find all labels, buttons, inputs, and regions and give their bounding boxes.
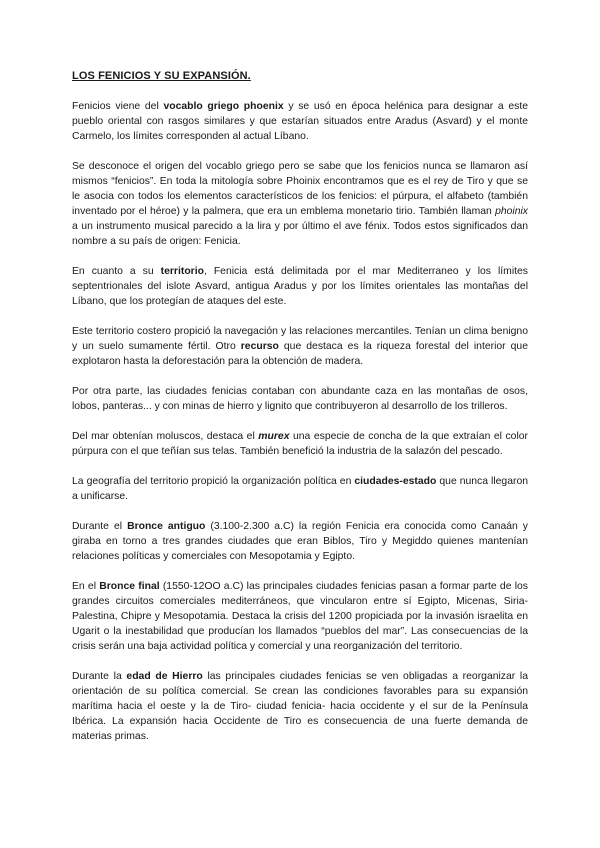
paragraph-text: Del mar obtenían moluscos, destaca el (72, 431, 259, 442)
paragraph (72, 429, 528, 459)
paragraph-text: las principales ciudades fenicias se ven obligadas a reorganizar la orientación de su política comercial. Se crean las condiciones favorables para su expansión marítima hacia el oeste y la de Tiro- ciudad fenicia- hacia occidente y el sur de la Península Ibérica. La expansión hacia Occidente de Tiro es consecuencia de una fuerte demanda de materias primas. (72, 671, 529, 742)
paragraph (72, 99, 528, 144)
emphasized-text: vocablo griego phoenix (163, 101, 284, 112)
emphasized-text: Bronce final (99, 581, 160, 592)
paragraph-text: (3.100-2.300 a.C) la región Fenicia era conocida como Canaán y giraba en torno a tres grandes ciudades que eran Biblos, Tiro y Megiddo quienes mantenían relaciones políticas y comerciales con Mesopotamia y Egipto. (72, 521, 528, 562)
paragraph (72, 519, 528, 564)
paragraph (72, 159, 528, 249)
emphasized-text: murex (258, 431, 290, 442)
paragraph-text: y se usó en época helénica para designar a este pueblo oriental con rasgos similares y que estarían situados entre Aradus (Asvard) y el monte Carmelo, los límites corresponden al actual Líbano. (72, 101, 528, 142)
paragraph-text: Fenicios viene del (72, 101, 164, 112)
paragraph-text: que destaca es la riqueza forestal del interior que explotaron hasta la deforestación para la obtención de madera. (72, 341, 528, 367)
paragraph-text: a un instrumento musical parecido a la lira y por último el ave fénix. Todos estos significados dan nombre a su país de origen: Fenicia. (72, 221, 528, 247)
paragraph (72, 579, 528, 654)
document-body (72, 99, 528, 744)
paragraph-text: , Fenicia está delimitada por el mar Mediterraneo y los límites septentrionales del islote Asvard, antigua Aradus y por los límites orientales las montañas del Líbano, que los protegían de ataques del este. (72, 266, 528, 307)
paragraph-text: (1550-12OO a.C) las principales ciudades fenicias pasan a formar parte de los grandes circuitos comerciales mediterráneos, que vincularon entre sí Egipto, Micenas, Siria-Palestina, Chipre y Mesopotamia. Destaca la crisis del 1200 propiciada por la invasión israelita en Ugarit o la inestabilidad que producían los llamados “pueblos del mar”. Las consecuencias de la crisis serán una baja actividad política y comercial y una reorganización del territorio. (72, 581, 528, 652)
paragraph (72, 264, 528, 309)
emphasized-text: phoinix (495, 206, 528, 217)
paragraph-text: Este territorio costero propició la navegación y las relaciones mercantiles. Tenían un clima benigno y un suelo sumamente fértil. Otro (72, 326, 528, 352)
paragraph-text: que nunca llegaron a unificarse. (72, 476, 529, 502)
emphasized-text: edad de Hierro (126, 671, 203, 682)
paragraph (72, 324, 528, 369)
paragraph (72, 384, 528, 414)
emphasized-text: territorio (160, 266, 204, 277)
paragraph (72, 669, 528, 744)
emphasized-text: Bronce antiguo (127, 521, 206, 532)
paragraph-text: En cuanto a su (72, 266, 161, 277)
emphasized-text: ciudades-estado (354, 476, 437, 487)
paragraph (72, 474, 528, 504)
paragraph-text: La geografía del territorio propició la organización política en (72, 476, 355, 487)
paragraph-text: Durante la (72, 671, 127, 682)
document-page (72, 70, 528, 759)
paragraph-text: una especie de concha de la que extraían el color púrpura con el que teñían sus telas. También benefició la industria de la salazón del pescado. (72, 431, 528, 457)
emphasized-text: recurso (240, 341, 279, 352)
document-title: LOS FENICIOS Y SU EXPANSIÓN. (72, 70, 251, 82)
paragraph-text: Por otra parte, las ciudades fenicias contaban con abundante caza en las montañas de osos, lobos, panteras... y con minas de hierro y lignito que contribuyeron al desarrollo de los trilleros. (72, 386, 528, 412)
paragraph-text: En el (72, 581, 100, 592)
paragraph-text: Durante el (72, 521, 128, 532)
paragraph-text: Se desconoce el origen del vocablo griego pero se sabe que los fenicios nunca se llamaron así mismos “fenicios”. En toda la mitología sobre Phoinix encontramos que es el rey de Tiro y que se le asocia con todos los elementos característicos de los fenicios: el púrpura, el alfabeto (también inventado por el héroe) y la palmera, que era un emblema monetario tirio. También llaman (72, 161, 528, 217)
